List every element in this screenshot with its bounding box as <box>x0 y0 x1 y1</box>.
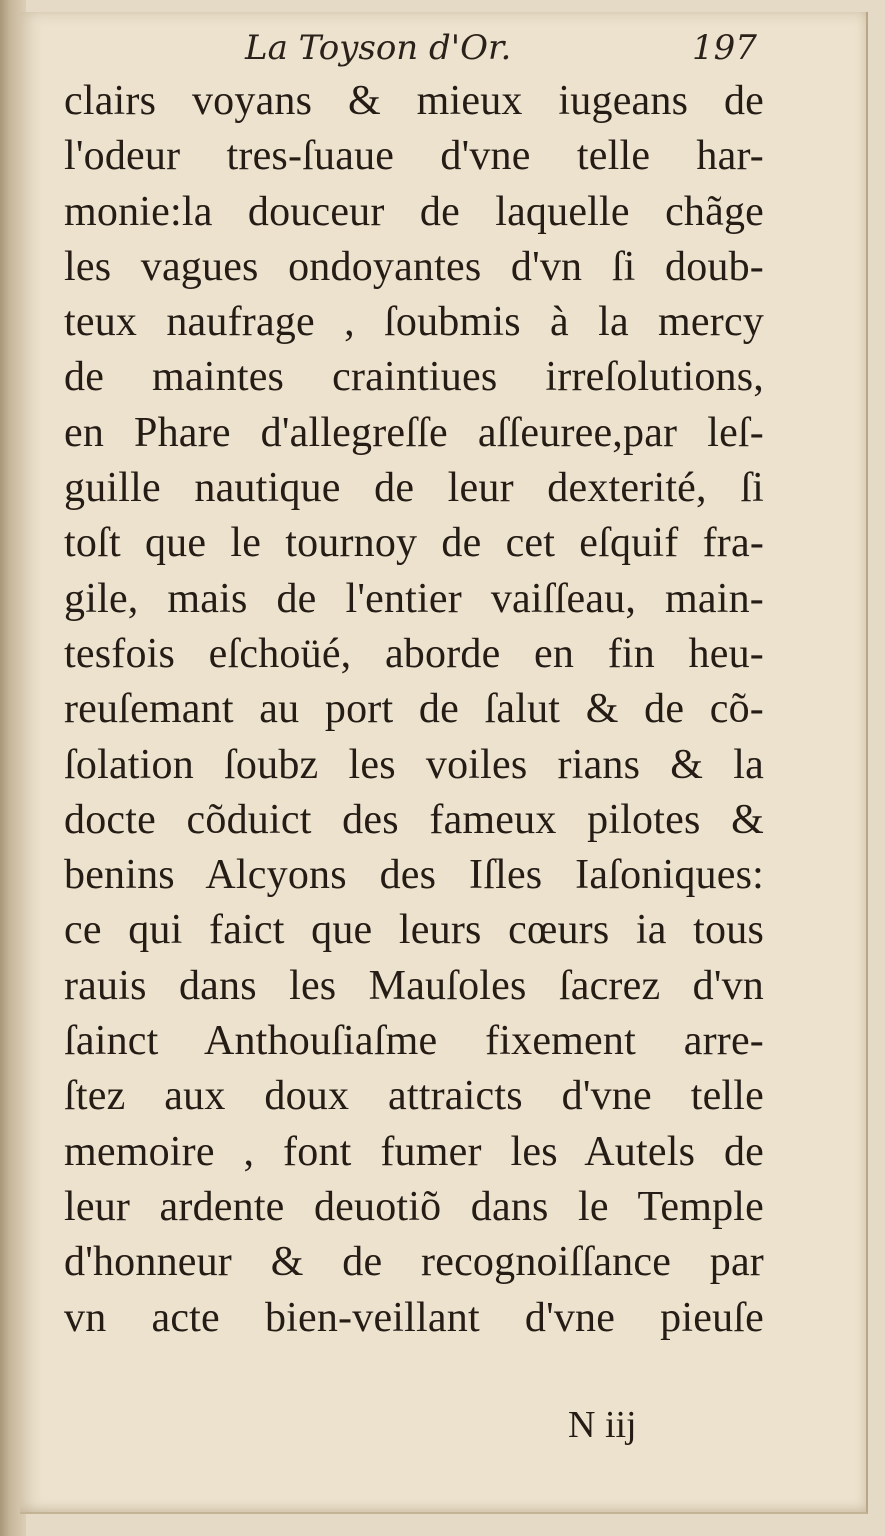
book-page <box>20 12 868 1514</box>
text-line: ce qui faict que leurs cœurs ia tous <box>64 907 764 954</box>
text-line: monie:la douceur de laquelle chãge <box>64 188 764 235</box>
page-number: 197 <box>692 28 757 68</box>
text-line: ſtez aux doux attraicts d'vne telle <box>64 1073 764 1120</box>
text-line: teux naufrage , ſoubmis à la mercy <box>64 299 764 346</box>
text-line: ſolation ſoubz les voiles rians & la <box>64 741 764 788</box>
signature-mark: N iij <box>568 1404 637 1446</box>
text-line: tesfois eſchoüé, aborde en fin heu- <box>64 630 764 677</box>
text-line: clairs voyans & mieux iugeans de <box>64 78 764 124</box>
text-line: ſainct Anthouſiaſme fixement arre- <box>64 1018 764 1065</box>
running-head: La Toyson d'Or. <box>245 28 512 68</box>
text-line: docte cõduict des fameux pilotes & <box>64 796 764 843</box>
text-line: les vagues ondoyantes d'vn ſi doub- <box>64 243 764 290</box>
text-line: reuſemant au port de ſalut & de cõ- <box>64 686 764 733</box>
body-text <box>64 74 764 1346</box>
text-line: rauis dans les Mauſoles ſacrez d'vn <box>64 962 764 1009</box>
text-line: en Phare d'allegreſſe aſſeuree,par leſ- <box>64 409 764 456</box>
text-line: benins Alcyons des Iſles Iaſoniques: <box>64 852 764 899</box>
text-line: memoire , font fumer les Autels de <box>64 1128 764 1175</box>
page-header <box>20 20 866 76</box>
text-line: de maintes craintiues irreſolutions, <box>64 354 764 401</box>
text-line: d'honneur & de recognoiſſance par <box>64 1239 764 1286</box>
text-line: l'odeur tres-ſuaue d'vne telle har- <box>64 133 764 180</box>
text-line: vn acte bien-veillant d'vne pieuſe <box>64 1294 764 1341</box>
text-line: gile, mais de l'entier vaiſſeau, main- <box>64 575 764 622</box>
text-line: leur ardente deuotiõ dans le Temple <box>64 1183 764 1230</box>
text-line: toſt que le tournoy de cet eſquif fra- <box>64 520 764 567</box>
text-line: guille nautique de leur dexterité, ſi <box>64 465 764 512</box>
